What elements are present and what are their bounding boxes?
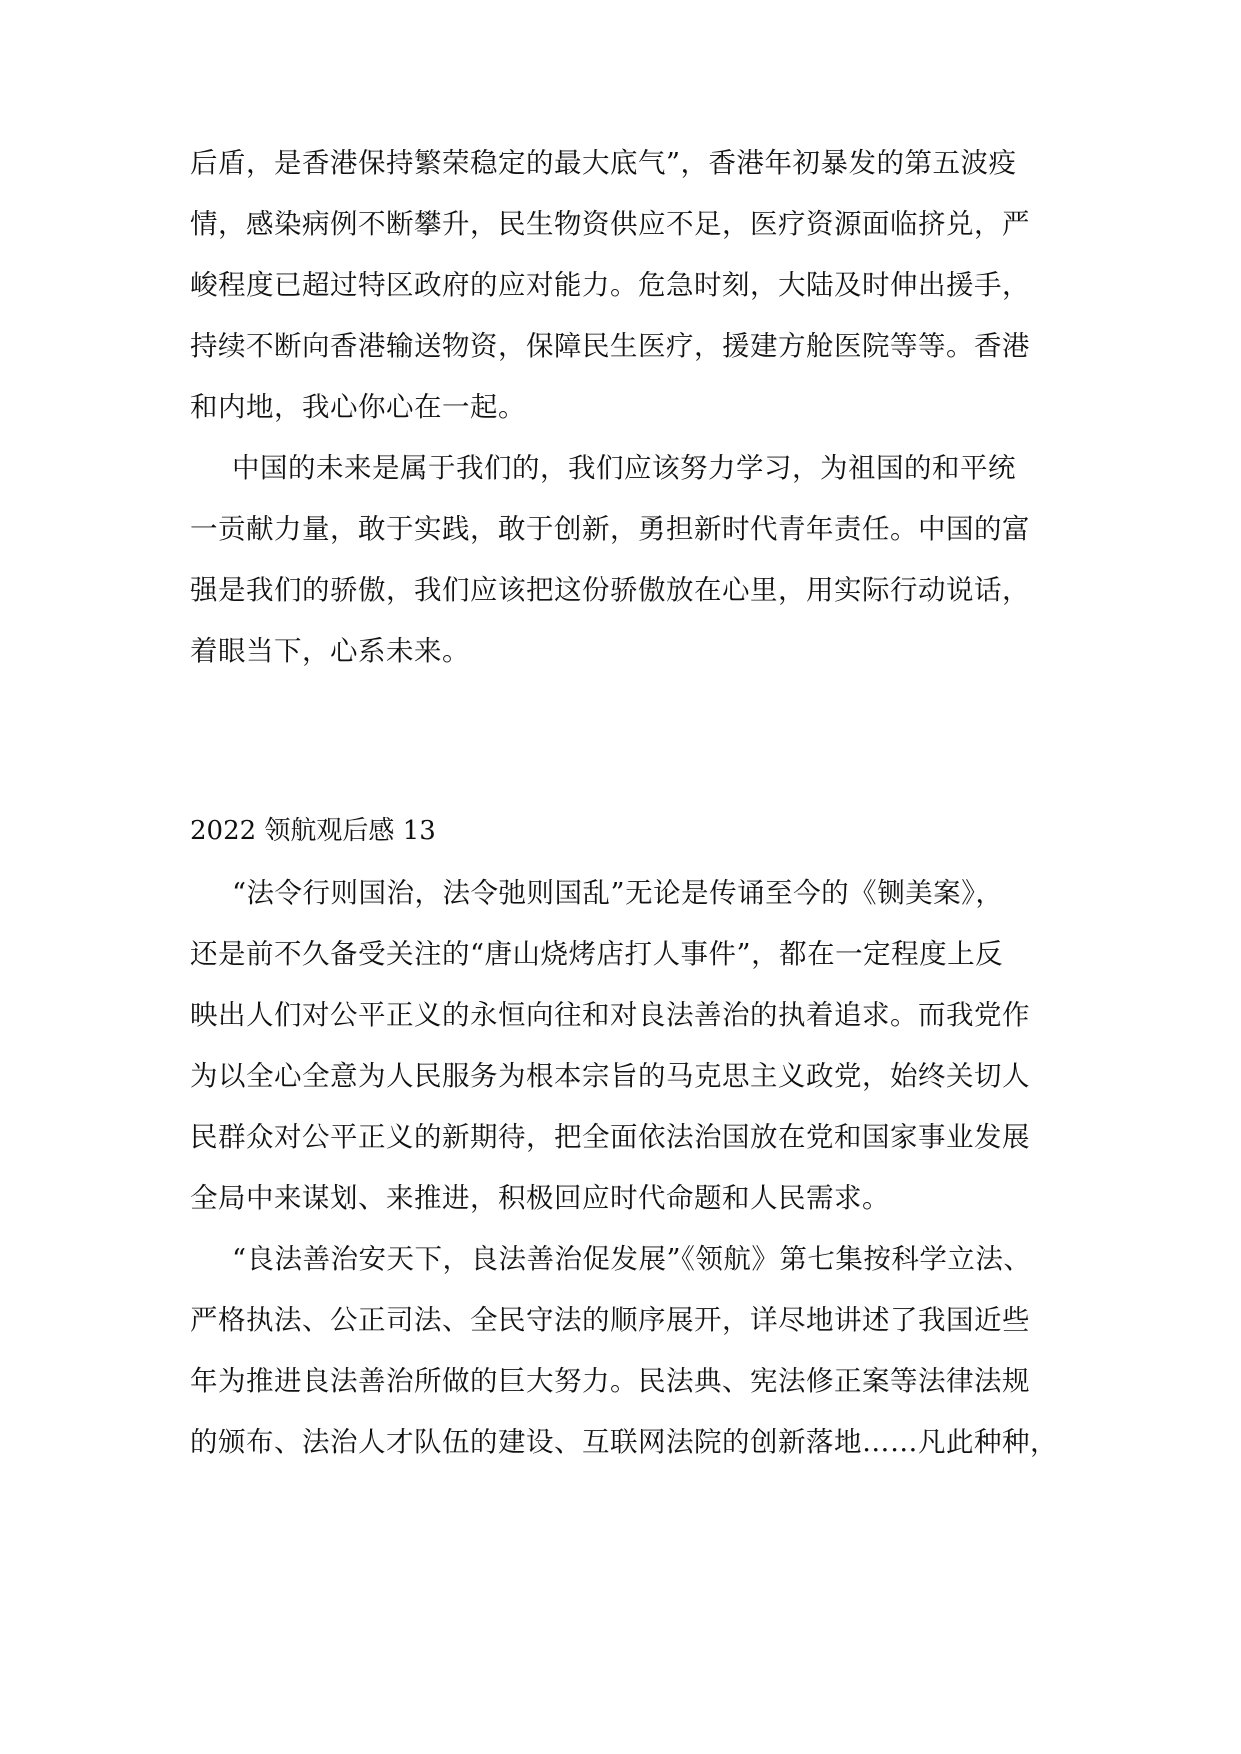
text-line: 情，感染病例不断攀升，民生物资供应不足，医疗资源面临挤兑，严 [190,208,1030,240]
text-line: 全局中来谋划、来推进，积极回应时代命题和人民需求。 [190,1182,890,1214]
text-line: 还是前不久备受关注的“唐山烧烤店打人事件”，都在一定程度上反 [190,938,1004,970]
text-line: 后盾，是香港保持繁荣稳定的最大底气”，香港年初暴发的第五波疫 [190,147,1017,179]
text-line: “法令行则国治，法令弛则国乱”无论是传诵至今的《铡美案》， [232,877,1004,909]
text-line: 一贡献力量，敢于实践，敢于创新，勇担新时代青年责任。中国的富 [190,513,1030,545]
text-line: 着眼当下，心系未来。 [190,635,470,667]
text-line: 的颁布、法治人才队伍的建设、互联网法院的创新落地……凡此种种， [190,1426,1058,1458]
text-line: 为以全心全意为人民服务为根本宗旨的马克思主义政党，始终关切人 [190,1060,1030,1092]
text-line: 峻程度已超过特区政府的应对能力。危急时刻，大陆及时伸出援手， [190,269,1030,301]
text-line: 年为推进良法善治所做的巨大努力。民法典、宪法修正案等法律法规 [190,1365,1030,1397]
text-line: 和内地，我心你心在一起。 [190,391,526,423]
text-line: 持续不断向香港输送物资，保障民生医疗，援建方舱医院等等。香港 [190,330,1030,362]
text-line: 强是我们的骄傲，我们应该把这份骄傲放在心里，用实际行动说话， [190,574,1030,606]
text-line: 中国的未来是属于我们的，我们应该努力学习，为祖国的和平统 [232,452,1016,484]
text-line: “良法善治安天下，良法善治促发展”《领航》第七集按科学立法、 [232,1243,1032,1275]
text-line: 民群众对公平正义的新期待，把全面依法治国放在党和国家事业发展 [190,1121,1030,1153]
text-line: 映出人们对公平正义的永恒向往和对良法善治的执着追求。而我党作 [190,999,1030,1031]
section-heading: 2022 领航观后感 13 [190,816,436,846]
text-line: 严格执法、公正司法、全民守法的顺序展开，详尽地讲述了我国近些 [190,1304,1030,1336]
